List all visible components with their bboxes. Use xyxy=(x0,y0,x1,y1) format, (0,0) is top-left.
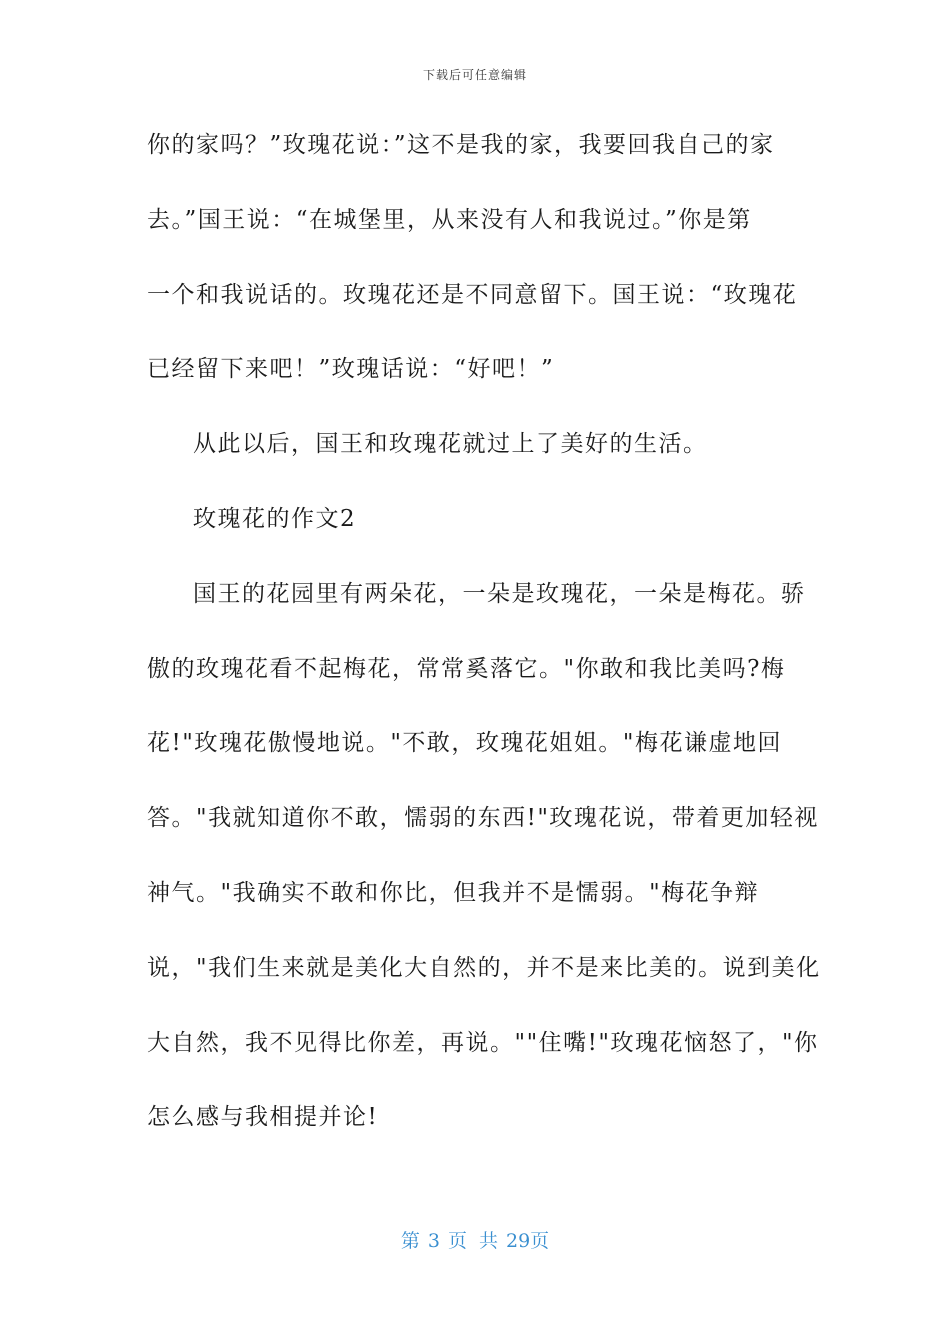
page-footer xyxy=(0,1226,950,1253)
page-label-prefix: 第 xyxy=(400,1230,420,1252)
section-title: 玫瑰花的作文2 xyxy=(193,505,357,532)
text-line: 答。"我就知道你不敢，懦弱的东西!"玫瑰花说，带着更加轻视 xyxy=(147,805,819,832)
document-body xyxy=(147,123,821,1170)
text-line: 一个和我说话的。玫瑰花还是不同意留下。国王说：“玫瑰花 xyxy=(147,281,798,308)
header-note: 下载后可任意编辑 xyxy=(422,68,527,82)
paragraph-line: 从此以后，国王和玫瑰花就过上了美好的生活。 xyxy=(193,431,708,458)
text-line: 大自然，我不见得比你差，再说。""住嘴!"玫瑰花恼怒了，"你 xyxy=(147,1029,819,1056)
text-line: 怎么感与我相提并论! xyxy=(147,1104,379,1131)
total-pages: 29页 xyxy=(505,1230,550,1252)
paragraph-line: 国王的花园里有两朵花，一朵是玫瑰花，一朵是梅花。骄 xyxy=(193,580,806,607)
current-page-number: 3 xyxy=(427,1230,440,1252)
text-line: 神气。"我确实不敢和你比，但我并不是懦弱。"梅花争辩 xyxy=(147,879,760,906)
page-label-mid: 页 共 xyxy=(447,1230,498,1252)
text-line: 已经留下来吧！”玫瑰话说：“好吧！” xyxy=(147,356,555,383)
text-line: 你的家吗？”玫瑰花说：”这不是我的家，我要回我自己的家 xyxy=(147,132,775,158)
text-line: 傲的玫瑰花看不起梅花，常常奚落它。"你敢和我比美吗?梅 xyxy=(147,655,786,682)
text-line: 说，"我们生来就是美化大自然的，并不是来比美的。说到美化 xyxy=(147,954,821,981)
text-line: 去。”国王说：“在城堡里，从来没有人和我说过。”你是第 xyxy=(147,206,752,233)
text-line: 花!"玫瑰花傲慢地说。"不敢，玫瑰花姐姐。"梅花谦虚地回 xyxy=(147,730,782,757)
